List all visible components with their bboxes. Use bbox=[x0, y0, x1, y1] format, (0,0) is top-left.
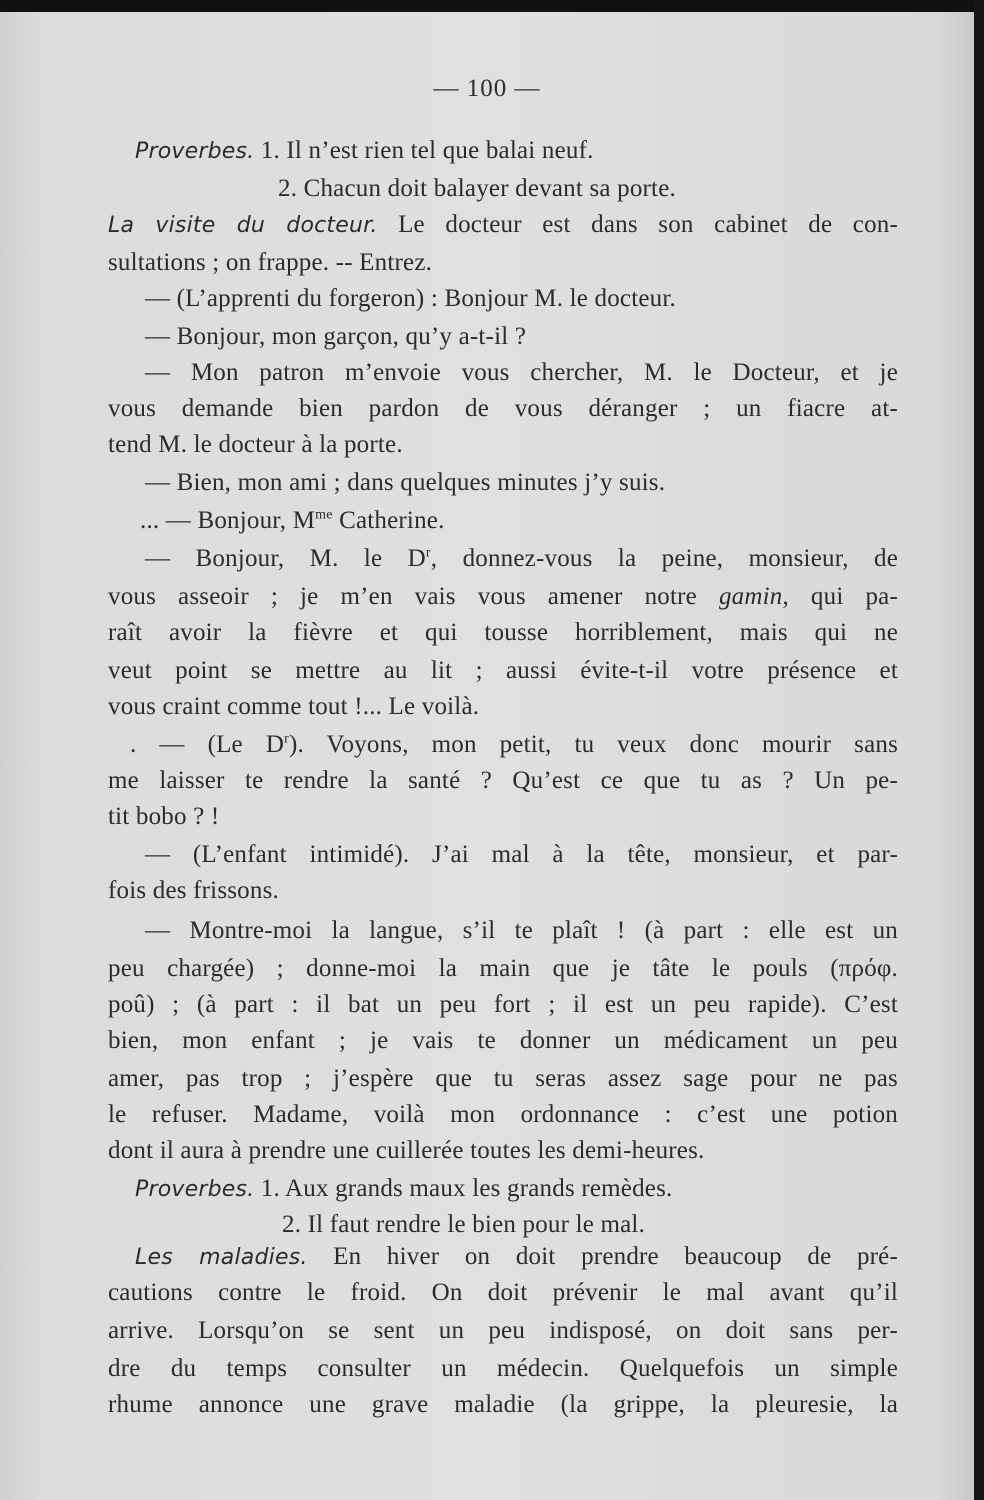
text-line bbox=[108, 248, 898, 278]
section-heading: Proverbes. bbox=[135, 1177, 255, 1202]
text-line bbox=[108, 1390, 898, 1420]
scan-border-right bbox=[974, 0, 984, 1500]
line-text: amer, pas trop ; j’espère que tu seras assez sage pour ne pas bbox=[108, 1065, 898, 1092]
line-text: 1. Aux grands maux les grands remèdes. bbox=[254, 1175, 673, 1202]
line-text: arrive. Lorsqu’on se sent un peu indisposé, on doit sans per- bbox=[108, 1317, 898, 1344]
text-line bbox=[145, 322, 845, 352]
text-line bbox=[108, 990, 898, 1020]
line-text: fois des frissons. bbox=[108, 877, 279, 904]
text-line bbox=[108, 1316, 898, 1346]
line-text: 2. Chacun doit balayer devant sa porte. bbox=[278, 175, 676, 202]
line-text: — Bonjour, M. le D bbox=[145, 545, 426, 572]
line-text: rhume annonce une grave maladie (la grippe, la pleuresie, la bbox=[108, 1391, 898, 1418]
line-text: me laisser te rendre la santé ? Qu’est ce que tu as ? Un pe- bbox=[108, 767, 898, 794]
text-line bbox=[135, 136, 695, 167]
text-line bbox=[108, 582, 898, 612]
line-text: cautions contre le froid. On doit prévenir le mal avant qu’il bbox=[108, 1279, 898, 1306]
line-text: vous asseoir ; je m’en vais vous amener notre bbox=[108, 583, 719, 610]
line-text: ... — Bonjour, M bbox=[140, 507, 316, 534]
line-text: — Mon patron m’envoie vous chercher, M. le Docteur, et je bbox=[145, 359, 898, 386]
text-line bbox=[108, 1278, 898, 1308]
section-heading: Proverbes. bbox=[135, 139, 255, 164]
line-text: , donnez-vous la peine, monsieur, de bbox=[430, 545, 898, 572]
scan-border-top bbox=[0, 0, 984, 12]
line-text: 1. Il n’est rien tel que balai neuf. bbox=[254, 137, 594, 164]
line-text: vous demande bien pardon de vous déranger ; un fiacre at- bbox=[108, 395, 898, 422]
section-heading: La visite du docteur. bbox=[108, 213, 378, 238]
line-text: . — (Le D bbox=[130, 731, 285, 758]
text-line bbox=[108, 430, 898, 460]
line-text: — Bonjour, mon garçon, qu’y a-t-il ? bbox=[145, 323, 527, 350]
line-text: vous craint comme tout !... Le voilà. bbox=[108, 693, 480, 720]
text-line bbox=[108, 394, 898, 424]
text-line bbox=[108, 1064, 898, 1094]
text-line bbox=[282, 1210, 802, 1240]
text-line bbox=[108, 1026, 898, 1056]
line-text: dre du temps consulter un médecin. Quelquefois un simple bbox=[108, 1355, 898, 1382]
line-text: peu chargée) ; donne-moi la main que je tâte le pouls (πρόφ. bbox=[108, 955, 898, 982]
text-line bbox=[108, 766, 898, 796]
line-text: — Montre-moi la langue, s’il te plaît ! (à part : elle est un bbox=[145, 917, 898, 944]
line-text: veut point se mettre au lit ; aussi évite-t-il votre présence et bbox=[108, 657, 898, 684]
line-text: ). Voyons, mon petit, tu veux donc mourir sans bbox=[288, 731, 899, 758]
text-line bbox=[108, 802, 898, 832]
line-text: tit bobo ? ! bbox=[108, 803, 220, 830]
line-text: raît avoir la fièvre et qui tousse horriblement, mais qui ne bbox=[108, 619, 898, 646]
line-text: En hiver on doit prendre beaucoup de pré- bbox=[307, 1243, 899, 1270]
text-line bbox=[108, 656, 898, 686]
text-line bbox=[145, 468, 845, 498]
text-line bbox=[145, 916, 898, 946]
section-heading: Les maladies. bbox=[135, 1245, 308, 1270]
line-text: poû) ; (à part : il bat un peu fort ; il est un peu rapide). C’est bbox=[108, 991, 898, 1018]
line-text: , qui pa- bbox=[782, 583, 898, 610]
italic-word: gamin bbox=[718, 583, 783, 610]
text-line bbox=[108, 210, 898, 241]
line-text: — Bien, mon ami ; dans quelques minutes j’y suis. bbox=[145, 469, 666, 496]
text-line bbox=[108, 1354, 898, 1384]
line-text: tend M. le docteur à la porte. bbox=[108, 431, 403, 458]
line-text: Le docteur est dans son cabinet de con- bbox=[377, 211, 898, 238]
superscript: r bbox=[284, 731, 289, 747]
text-line bbox=[108, 692, 898, 722]
line-text: bien, mon enfant ; je vais te donner un médicament un peu bbox=[108, 1027, 898, 1054]
text-line bbox=[135, 1242, 898, 1273]
text-line bbox=[140, 506, 840, 536]
text-line bbox=[145, 544, 898, 574]
text-line bbox=[108, 954, 898, 984]
line-text: — (L’apprenti du forgeron) : Bonjour M. le docteur. bbox=[145, 285, 676, 312]
text-line bbox=[108, 618, 898, 648]
page-number: — 100 — bbox=[433, 75, 541, 102]
superscript: me bbox=[315, 507, 333, 523]
text-line bbox=[145, 358, 898, 388]
line-text: le refuser. Madame, voilà mon ordonnance : c’est une potion bbox=[108, 1101, 898, 1128]
line-text: dont il aura à prendre une cuillerée toutes les demi-heures. bbox=[108, 1137, 705, 1164]
text-line bbox=[135, 1174, 835, 1205]
text-line bbox=[108, 1136, 898, 1166]
text-line bbox=[145, 284, 845, 314]
text-line bbox=[108, 876, 898, 906]
line-text: Catherine. bbox=[332, 507, 445, 534]
text-line bbox=[278, 174, 798, 204]
line-text: 2. Il faut rendre le bien pour le mal. bbox=[282, 1211, 646, 1238]
superscript: r bbox=[425, 545, 431, 561]
text-line bbox=[130, 730, 898, 760]
line-text: — (L’enfant intimidé). J’ai mal à la tête, monsieur, et par- bbox=[145, 841, 898, 868]
book-page bbox=[0, 12, 974, 1500]
text-line bbox=[108, 1100, 898, 1130]
text-line bbox=[145, 840, 898, 870]
line-text: sultations ; on frappe. -- Entrez. bbox=[108, 249, 433, 276]
